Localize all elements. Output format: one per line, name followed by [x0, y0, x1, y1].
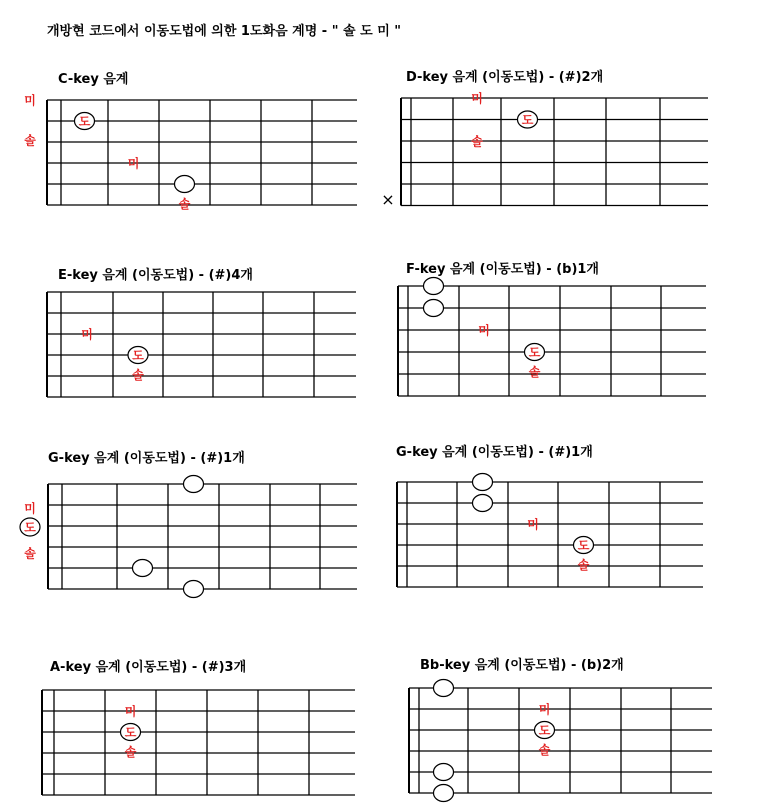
note-label: 도: [124, 725, 137, 740]
panel-title-a: A-key 음계 (이동도법) - (#)3개: [50, 660, 247, 675]
note-label-below: 솔: [528, 365, 541, 379]
note-label-below: 솔: [132, 368, 144, 382]
page-title: 개방현 코드에서 이동도법에 의한 1도화음 계명 - " 솔 도 미 ": [47, 24, 402, 39]
note-circle: [434, 764, 454, 781]
note-circle: [424, 278, 444, 295]
note-label: 도: [78, 114, 91, 129]
note-label: 도: [577, 538, 590, 553]
outside-label: 미: [24, 93, 36, 108]
outside-label-box: [15, 128, 45, 152]
fretboard-g1: [18, 454, 387, 619]
panel-title-c: C-key 음계: [58, 72, 129, 87]
panel-title-bb: Bb-key 음계 (이동도법) - (b)2개: [420, 658, 624, 673]
note-label: 미: [471, 91, 483, 106]
note-label: 도: [521, 113, 534, 127]
note-circle: [434, 785, 454, 802]
note-circle: [424, 300, 444, 317]
panel-title-g2: G-key 음계 (이동도법) - (#)1개: [396, 445, 593, 460]
fretboard-f: [368, 256, 736, 426]
note-circle: [133, 560, 153, 577]
outside-label-box: [15, 88, 45, 112]
outside-label: 솔: [24, 546, 36, 561]
note-label-below: 솔: [124, 745, 137, 759]
outside-label: 미: [24, 501, 36, 516]
fretboard-g2: [367, 452, 733, 617]
note-label: 도: [538, 723, 551, 738]
note-label: 미: [538, 702, 551, 717]
note-circle: [473, 495, 493, 512]
note-label: 미: [81, 327, 93, 342]
note-circle: [184, 581, 204, 598]
note-circle: [184, 476, 204, 493]
panel-title-f: F-key 음계 (이동도법) - (b)1개: [406, 262, 599, 277]
note-circle: [473, 474, 493, 491]
muted-x-icon: ×: [381, 190, 395, 209]
note-circle: [175, 176, 195, 193]
note-label: 미: [124, 704, 137, 719]
fretboard-c: [17, 70, 387, 235]
note-label-below: 솔: [178, 197, 191, 211]
note-label: 미: [127, 156, 140, 171]
note-label-below: 솔: [577, 558, 590, 572]
outside-label-box: [15, 541, 45, 565]
fretboard-bb: [379, 658, 742, 811]
note-label: 미: [527, 517, 539, 532]
note-label: 솔: [471, 134, 483, 149]
panel-title-g1: G-key 음계 (이동도법) - (#)1개: [48, 451, 245, 466]
fretboard-e: [17, 262, 386, 427]
note-label: 도: [528, 345, 541, 360]
fretboard-d: [371, 68, 738, 236]
outside-label: 도: [24, 520, 36, 535]
muted-string-mark: [378, 190, 398, 210]
panel-title-e: E-key 음계 (이동도법) - (#)4개: [58, 268, 253, 283]
fretboard-a: [12, 660, 385, 811]
outside-label: 솔: [24, 133, 36, 148]
outside-label-box: [15, 515, 45, 539]
note-circle: [434, 680, 454, 697]
note-label: 미: [478, 323, 490, 338]
note-label: 도: [132, 348, 144, 363]
panel-title-d: D-key 음계 (이동도법) - (#)2개: [406, 70, 604, 85]
note-label-below: 솔: [538, 743, 551, 757]
